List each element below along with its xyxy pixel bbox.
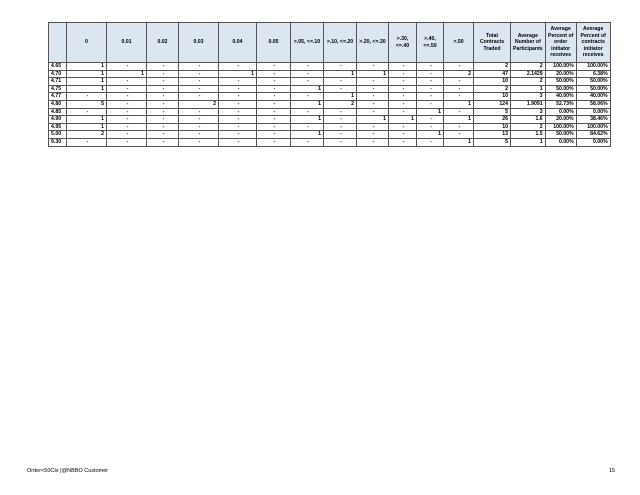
table-cell: - <box>107 138 147 146</box>
table-cell: - <box>147 63 179 71</box>
table-cell: - <box>417 100 444 108</box>
table-cell: - <box>324 85 357 93</box>
table-cell: - <box>219 138 257 146</box>
column-header: 0.03 <box>179 23 219 63</box>
table-cell: - <box>107 123 147 131</box>
table-cell: - <box>219 131 257 139</box>
table-cell: - <box>324 131 357 139</box>
table-cell: - <box>179 78 219 86</box>
table-row <box>49 85 611 93</box>
table-cell: - <box>179 138 219 146</box>
table-cell: 100.00% <box>576 63 610 71</box>
table-cell: - <box>291 93 324 101</box>
table-cell: - <box>417 85 444 93</box>
table-cell: - <box>389 123 417 131</box>
table-cell: - <box>389 93 417 101</box>
table-row <box>49 108 611 116</box>
table-cell: - <box>417 116 444 124</box>
table-cell: - <box>357 123 389 131</box>
table-cell: - <box>357 100 389 108</box>
price-cell: 4.75 <box>49 85 67 93</box>
table-cell: - <box>389 108 417 116</box>
table-cell: - <box>257 123 291 131</box>
column-header: >.40, <=.50 <box>417 23 444 63</box>
table-cell: - <box>107 78 147 86</box>
table-cell: 100.00% <box>545 63 576 71</box>
page-number: 15 <box>609 468 616 474</box>
table-cell: 1 <box>67 85 107 93</box>
table-cell: - <box>417 93 444 101</box>
price-cell: 4.71 <box>49 78 67 86</box>
table-cell: - <box>147 108 179 116</box>
table-cell: - <box>257 78 291 86</box>
table-cell: - <box>147 116 179 124</box>
table-cell: 2.1429 <box>511 70 546 78</box>
table-cell: 84.62% <box>576 131 610 139</box>
table-cell: - <box>147 78 179 86</box>
table-cell: - <box>179 85 219 93</box>
table-cell: - <box>67 93 107 101</box>
table-cell: 0.00% <box>545 108 576 116</box>
table-cell: 50.00% <box>545 131 576 139</box>
price-cell: 4.70 <box>49 70 67 78</box>
table-cell: 1 <box>444 100 474 108</box>
table-cell: 20.00% <box>545 116 576 124</box>
table-cell: - <box>257 138 291 146</box>
table-cell: - <box>324 63 357 71</box>
table-cell: - <box>291 63 324 71</box>
table-row <box>49 100 611 108</box>
column-header: Average Percent of order initiator receives <box>545 23 576 63</box>
table-cell: - <box>389 100 417 108</box>
table-row <box>49 138 611 146</box>
table-cell: 5 <box>67 100 107 108</box>
table-cell: - <box>147 100 179 108</box>
table-cell: 5 <box>474 108 511 116</box>
table-cell: - <box>444 93 474 101</box>
table-cell: - <box>291 108 324 116</box>
table-cell: - <box>257 100 291 108</box>
table-cell: 1 <box>291 116 324 124</box>
table-cell: - <box>291 70 324 78</box>
table-cell: 1.6 <box>511 116 546 124</box>
table-cell: - <box>147 138 179 146</box>
table-cell: - <box>389 63 417 71</box>
table-cell: 1 <box>444 138 474 146</box>
table-cell: - <box>357 108 389 116</box>
table-cell: 0.00% <box>545 138 576 146</box>
table-cell: - <box>147 123 179 131</box>
column-header: >.10, <=.20 <box>324 23 357 63</box>
table-cell: - <box>417 63 444 71</box>
table-cell: - <box>444 131 474 139</box>
table-cell: - <box>147 70 179 78</box>
table-cell: 50.00% <box>545 78 576 86</box>
column-header: 0.01 <box>107 23 147 63</box>
table-cell: - <box>417 138 444 146</box>
table-cell: 1 <box>291 85 324 93</box>
price-cell: 4.90 <box>49 116 67 124</box>
table-cell: 0.00% <box>576 108 610 116</box>
table-row <box>49 123 611 131</box>
table-cell: - <box>417 123 444 131</box>
table-cell: - <box>107 93 147 101</box>
table-cell: - <box>147 85 179 93</box>
table-cell: - <box>357 93 389 101</box>
table-cell: - <box>67 138 107 146</box>
table-row <box>49 63 611 71</box>
table-cell: - <box>67 108 107 116</box>
price-cell: 4.80 <box>49 100 67 108</box>
table-cell: - <box>219 78 257 86</box>
column-header: 0.02 <box>147 23 179 63</box>
table-cell: 0.00% <box>576 138 610 146</box>
table-cell: 1.9091 <box>511 100 546 108</box>
price-cell: 4.85 <box>49 108 67 116</box>
table-cell: - <box>444 78 474 86</box>
table-row <box>49 116 611 124</box>
column-header: >.20, <=.30 <box>357 23 389 63</box>
column-header: >.50 <box>444 23 474 63</box>
table-cell: - <box>389 131 417 139</box>
table-cell: 2 <box>511 123 546 131</box>
table-cell: 2 <box>324 100 357 108</box>
table-cell: - <box>179 131 219 139</box>
table-cell: 2 <box>511 63 546 71</box>
table-cell: 1 <box>444 116 474 124</box>
table-cell: - <box>179 70 219 78</box>
table-cell: 1 <box>67 116 107 124</box>
table-cell: - <box>107 85 147 93</box>
table-cell: 6.38% <box>576 70 610 78</box>
table-cell: 3 <box>511 108 546 116</box>
table-cell: 1 <box>511 85 546 93</box>
table-body <box>49 63 611 147</box>
data-table <box>48 22 611 147</box>
table-cell: 50.00% <box>576 85 610 93</box>
table-cell: 1.5 <box>511 131 546 139</box>
table-cell: 1 <box>357 70 389 78</box>
table-cell: 100.00% <box>576 123 610 131</box>
table-cell: - <box>357 85 389 93</box>
table-cell: - <box>389 138 417 146</box>
table-cell: - <box>179 123 219 131</box>
table-cell: - <box>107 116 147 124</box>
table-cell: - <box>324 138 357 146</box>
table-cell: - <box>257 108 291 116</box>
table-cell: 58.06% <box>576 100 610 108</box>
table-cell: 2 <box>67 131 107 139</box>
table-cell: 47 <box>474 70 511 78</box>
table-cell: 5 <box>474 138 511 146</box>
table-cell: 1 <box>67 63 107 71</box>
table-cell: - <box>257 116 291 124</box>
table-cell: - <box>389 78 417 86</box>
table-cell: - <box>219 108 257 116</box>
table-cell: - <box>291 123 324 131</box>
table-cell: - <box>357 78 389 86</box>
header-corner-cell <box>49 23 67 63</box>
table-cell: 100.00% <box>545 123 576 131</box>
table-cell: - <box>324 123 357 131</box>
table-cell: - <box>444 63 474 71</box>
table-cell: - <box>257 63 291 71</box>
column-header: Average Percent of contracts initiator receives <box>576 23 610 63</box>
table-cell: - <box>324 108 357 116</box>
price-cell: 5.00 <box>49 131 67 139</box>
table-cell: - <box>324 116 357 124</box>
column-header: Total Contracts Traded <box>474 23 511 63</box>
table-cell: 1 <box>357 116 389 124</box>
table-cell: - <box>179 116 219 124</box>
table-cell: - <box>324 78 357 86</box>
table-cell: 1 <box>389 116 417 124</box>
table-cell: 1 <box>67 78 107 86</box>
table-row <box>49 70 611 78</box>
table-cell: - <box>291 138 324 146</box>
table-cell: - <box>219 123 257 131</box>
column-header: >.05, <=.10 <box>291 23 324 63</box>
table-cell: 1 <box>107 70 147 78</box>
column-header: Average Number of Participants <box>511 23 546 63</box>
table-cell: - <box>357 63 389 71</box>
table-cell: - <box>179 108 219 116</box>
table-cell: - <box>107 108 147 116</box>
table-cell: 1 <box>417 131 444 139</box>
table-cell: - <box>107 63 147 71</box>
table-cell: 52.73% <box>545 100 576 108</box>
table-cell: - <box>179 63 219 71</box>
table-cell: - <box>107 100 147 108</box>
table-cell: - <box>219 116 257 124</box>
table-cell: - <box>257 131 291 139</box>
table-cell: 20.00% <box>545 70 576 78</box>
table-cell: 1 <box>67 70 107 78</box>
table-cell: 124 <box>474 100 511 108</box>
table-cell: 1 <box>291 100 324 108</box>
table-cell: 10 <box>474 123 511 131</box>
table-cell: 13 <box>474 131 511 139</box>
table-cell: 2 <box>474 63 511 71</box>
table-header-row <box>49 23 611 63</box>
table-cell: - <box>257 70 291 78</box>
table-row <box>49 93 611 101</box>
table-cell: - <box>147 93 179 101</box>
table-row <box>49 78 611 86</box>
table-cell: 1 <box>417 108 444 116</box>
table-cell: 50.00% <box>545 85 576 93</box>
table-cell: - <box>219 93 257 101</box>
table-cell: 3 <box>511 93 546 101</box>
table-cell: 10 <box>474 93 511 101</box>
table-cell: - <box>219 85 257 93</box>
column-header: 0.04 <box>219 23 257 63</box>
table-cell: 2 <box>444 70 474 78</box>
table-row <box>49 131 611 139</box>
table-cell: - <box>107 131 147 139</box>
table-cell: 1 <box>324 93 357 101</box>
table-cell: 40.00% <box>576 93 610 101</box>
table-cell: - <box>444 85 474 93</box>
table-cell: - <box>257 85 291 93</box>
table-cell: 2 <box>511 78 546 86</box>
price-cell: 9.30 <box>49 138 67 146</box>
table-cell: 1 <box>511 138 546 146</box>
table-cell: 26 <box>474 116 511 124</box>
table-cell: - <box>257 93 291 101</box>
table-cell: 1 <box>291 131 324 139</box>
column-header: 0.05 <box>257 23 291 63</box>
table-cell: - <box>417 78 444 86</box>
table-cell: 1 <box>219 70 257 78</box>
column-header: 0 <box>67 23 107 63</box>
table-cell: - <box>444 108 474 116</box>
table-cell: - <box>147 131 179 139</box>
table-cell: - <box>417 70 444 78</box>
table-cell: 50.00% <box>576 78 610 86</box>
table-cell: 40.00% <box>545 93 576 101</box>
table-cell: 10 <box>474 78 511 86</box>
table-cell: 2 <box>474 85 511 93</box>
table-cell: - <box>179 93 219 101</box>
table-cell: - <box>389 70 417 78</box>
table-cell: - <box>357 138 389 146</box>
table-cell: 1 <box>67 123 107 131</box>
price-cell: 4.65 <box>49 63 67 71</box>
table-cell: 38.46% <box>576 116 610 124</box>
table-cell: - <box>357 131 389 139</box>
table-cell: 1 <box>324 70 357 78</box>
price-cell: 4.95 <box>49 123 67 131</box>
footer-caption: Order<50Ctx |@NBBO Customer <box>27 468 109 474</box>
price-cell: 4.77 <box>49 93 67 101</box>
table-cell: - <box>219 63 257 71</box>
table-cell: - <box>291 78 324 86</box>
table-cell: - <box>389 85 417 93</box>
table-cell: - <box>219 100 257 108</box>
table-cell: 2 <box>179 100 219 108</box>
column-header: >.30, <=.40 <box>389 23 417 63</box>
table-cell: - <box>444 123 474 131</box>
